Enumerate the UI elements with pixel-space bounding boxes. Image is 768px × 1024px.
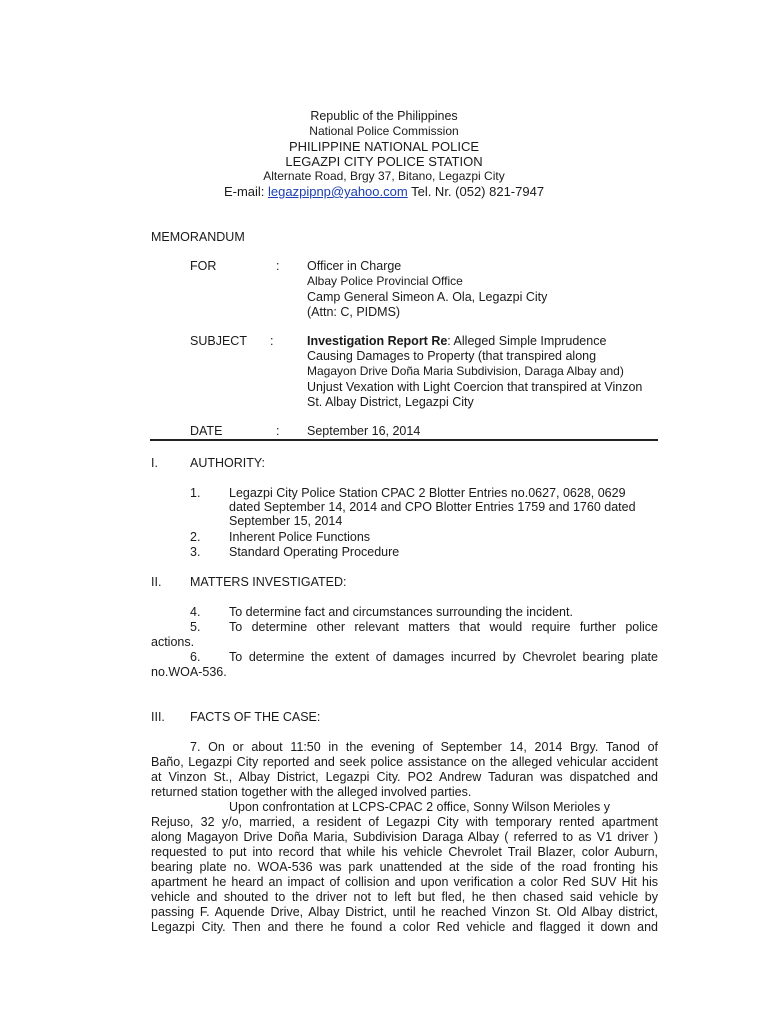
for-line: Officer in Charge bbox=[307, 259, 402, 273]
header-contact bbox=[0, 184, 768, 199]
facts-line: Rejuso, 32 y/o, married, a resident of Legazpi City with temporary rented apartment bbox=[151, 815, 658, 829]
for-line: (Attn: C, PIDMS) bbox=[307, 305, 401, 319]
matter-item-text: To determine fact and circumstances surrounding the incident. bbox=[229, 605, 573, 619]
header-pnp: PHILIPPINE NATIONAL POLICE bbox=[289, 139, 479, 154]
header-station: LEGAZPI CITY POLICE STATION bbox=[285, 154, 483, 169]
subject-bold: Investigation Report Re bbox=[307, 334, 448, 348]
authority-item-text: Standard Operating Procedure bbox=[229, 545, 400, 559]
email-link[interactable]: legazpipnp@yahoo.com bbox=[268, 184, 408, 199]
section-1-title: AUTHORITY: bbox=[190, 456, 266, 470]
email-label: E-mail: bbox=[223, 184, 265, 199]
facts-line: along Magayon Drive Doña Maria, Subdivision Daraga Albay ( referred to as V1 driver ) bbox=[151, 830, 658, 844]
subject-line bbox=[307, 334, 606, 348]
authority-item-number: 3. bbox=[190, 545, 201, 559]
for-line: Albay Police Provincial Office bbox=[307, 274, 463, 288]
facts-line: requested to put into record that while his vehicle Chevrolet Trail Blazer, color Auburn, bbox=[151, 845, 658, 859]
memo-title: MEMORANDUM bbox=[151, 230, 245, 244]
authority-item-text: dated September 14, 2014 and CPO Blotter Entries 1759 and 1760 dated bbox=[229, 500, 636, 514]
subject-label: SUBJECT bbox=[190, 334, 247, 348]
subject-line: Unjust Vexation with Light Coercion that transpired at Vinzon bbox=[307, 380, 643, 394]
facts-line: returned station together with the alleged involved parties. bbox=[151, 785, 472, 799]
section-3-title: FACTS OF THE CASE: bbox=[190, 710, 321, 724]
facts-line: 7. On or about 11:50 in the evening of September 14, 2014 Brgy. Tanod of bbox=[190, 740, 658, 754]
section-1-number: I. bbox=[151, 456, 158, 470]
section-3-number: III. bbox=[151, 710, 165, 724]
header-address: Alternate Road, Brgy 37, Bitano, Legazpi City bbox=[263, 169, 505, 183]
for-colon: : bbox=[276, 259, 280, 273]
matter-item-number: 4. bbox=[190, 605, 201, 619]
telephone: Tel. Nr. (052) 821-7947 bbox=[411, 184, 545, 199]
authority-item-text: Inherent Police Functions bbox=[229, 530, 371, 544]
matter-item-text: actions. bbox=[151, 635, 195, 649]
subject-line: St. Albay District, Legazpi City bbox=[307, 395, 474, 409]
horizontal-rule bbox=[150, 439, 658, 441]
authority-item-text: September 15, 2014 bbox=[229, 514, 343, 528]
subject-line: Magayon Drive Doña Maria Subdivision, Daraga Albay and) bbox=[307, 364, 624, 378]
for-label: FOR bbox=[190, 259, 217, 273]
matter-item-number: 6. bbox=[190, 650, 201, 664]
date-colon: : bbox=[276, 424, 280, 438]
subject-line: Causing Damages to Property (that transpired along bbox=[307, 349, 597, 363]
matter-item-text: no.WOA-536. bbox=[151, 665, 227, 679]
subject-rest: : Alleged Simple Imprudence bbox=[447, 334, 607, 348]
matter-item-text: To determine other relevant matters that would require further police bbox=[229, 620, 658, 634]
date-value: September 16, 2014 bbox=[307, 424, 421, 438]
facts-line: bearing plate no. WOA-536 was park unattended at the side of the road fronting his bbox=[151, 860, 658, 874]
facts-line: Upon confrontation at LCPS-CPAC 2 office, Sonny Wilson Merioles y bbox=[229, 800, 610, 814]
facts-line: Baño, Legazpi City reported and seek police assistance on the alleged vehicular accident bbox=[151, 755, 658, 769]
authority-item-text: Legazpi City Police Station CPAC 2 Blotter Entries no.0627, 0628, 0629 bbox=[229, 486, 626, 500]
section-2-title: MATTERS INVESTIGATED: bbox=[190, 575, 347, 589]
matter-item-number: 5. bbox=[190, 620, 201, 634]
header-napolcom: National Police Commission bbox=[309, 124, 459, 138]
date-label: DATE bbox=[190, 424, 223, 438]
authority-item-number: 2. bbox=[190, 530, 201, 544]
header-republic: Republic of the Philippines bbox=[310, 109, 458, 123]
matter-item-text: To determine the extent of damages incurred by Chevrolet bearing plate bbox=[229, 650, 658, 664]
facts-line: passing F. Aquende Drive, Albay District, until he reached Vinzon St. Old Albay district, bbox=[151, 905, 658, 919]
facts-line: at Vinzon St., Albay District, Legazpi City. PO2 Andrew Taduran was dispatched and bbox=[151, 770, 658, 784]
facts-line: Legazpi City. Then and there he found a color Red vehicle and flagged it down and bbox=[151, 920, 658, 934]
section-2-number: II. bbox=[151, 575, 162, 589]
for-line: Camp General Simeon A. Ola, Legazpi City bbox=[307, 290, 548, 304]
authority-item-number: 1. bbox=[190, 486, 201, 500]
subject-colon: : bbox=[270, 334, 274, 348]
facts-line: vehicle and shouted to the driver not to left but fled, he then chased said vehicle by bbox=[151, 890, 658, 904]
facts-line: apartment he heard an impact of collision and upon verification a color Red SUV Hit his bbox=[151, 875, 658, 889]
